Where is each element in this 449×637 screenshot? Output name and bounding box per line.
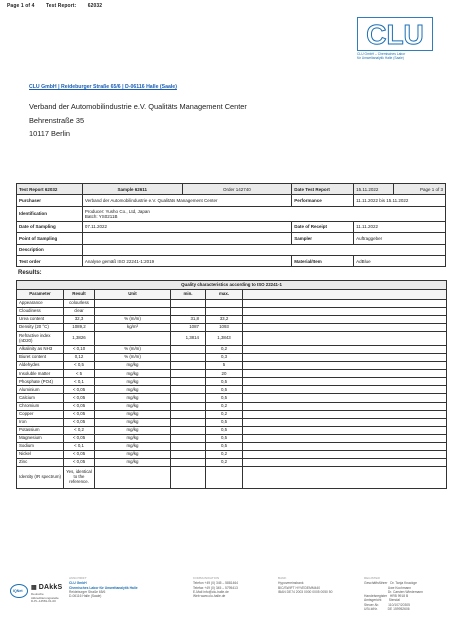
footer-heading: ANSCHRIFT [69, 576, 87, 580]
results-table [16, 280, 447, 489]
result-value: < 0,05 [64, 394, 95, 402]
footer-line: D-06116 Halle (Saale) [69, 594, 102, 599]
result-max: 1093 [206, 324, 243, 332]
result-value: < 0,10 [64, 346, 95, 354]
result-parameter: Nickel [17, 450, 64, 458]
result-max: 33,2 [206, 316, 243, 324]
result-row [17, 410, 447, 418]
result-parameter: Zinc [17, 458, 64, 466]
result-unit: % (m/m) [95, 354, 171, 362]
result-unit: mg/kg [95, 434, 171, 442]
result-min [171, 402, 206, 410]
footer-line[interactable]: Web www.clu-halle.de [193, 594, 226, 599]
clu-logo [357, 17, 437, 60]
result-blank [243, 316, 447, 324]
result-parameter: Chromium [17, 402, 64, 410]
result-parameter: Aldehydes [17, 362, 64, 370]
test-report-cell: Test Report 62032 [17, 184, 83, 195]
result-row [17, 458, 447, 466]
dakks-line: Deutsche [31, 591, 44, 596]
result-row [17, 442, 447, 450]
purchaser-label: Purchaser [17, 195, 83, 206]
footer-line: Handelsregister HRB 9918 B [364, 594, 409, 599]
result-unit: mg/kg [95, 410, 171, 418]
result-min [171, 410, 206, 418]
info-row-purchaser [17, 195, 446, 206]
result-min: 31,8 [171, 316, 206, 324]
footer-register [364, 577, 423, 611]
result-max: 0,5 [206, 394, 243, 402]
svg-text:CLU: CLU [366, 19, 424, 50]
footer-bank [278, 577, 332, 594]
dakks-badge [31, 584, 62, 604]
result-value: < 5 [64, 370, 95, 378]
result-blank [243, 426, 447, 434]
result-blank [243, 308, 447, 316]
result-parameter: Refractive index (nD20) [17, 332, 64, 346]
footer-heading: KOMMUNIKATION [193, 576, 220, 580]
result-value: < 0,1 [64, 378, 95, 386]
sampler-value: Auftraggeber [354, 233, 446, 244]
result-blank [243, 434, 447, 442]
result-unit: mg/kg [95, 394, 171, 402]
result-max: 0,2 [206, 346, 243, 354]
dakks-line: D-PL-14581-01-00 [31, 599, 56, 604]
result-blank [243, 324, 447, 332]
result-max: 5 [206, 362, 243, 370]
dakks-line: Akkreditierungsstelle [31, 595, 59, 600]
recipient-city: 10117 Berlin [29, 129, 70, 138]
result-value: 0,12 [64, 354, 95, 362]
result-parameter: Calcium [17, 394, 64, 402]
receipt-date-label: Date of Receipt [292, 221, 354, 232]
result-unit: mg/kg [95, 418, 171, 426]
result-unit: mg/kg [95, 426, 171, 434]
result-parameter: Density (20 °C) [17, 324, 64, 332]
footer-line: Amtsgericht Stendal [364, 598, 400, 603]
result-blank [243, 378, 447, 386]
footer-line: Steuer-Nr. 110/107/20305 [364, 602, 410, 607]
identification-value [82, 206, 445, 221]
result-unit [95, 466, 171, 488]
result-max [206, 466, 243, 488]
result-unit: mg/kg [95, 362, 171, 370]
result-value: < 0,1 [64, 442, 95, 450]
column-header: Parameter [17, 290, 64, 300]
sender-line[interactable]: CLU GmbH | Reideburger Straße 65/6 | D-06116 Halle (Saale) [29, 84, 177, 90]
result-unit: mg/kg [95, 442, 171, 450]
result-value: Yes, identical to the reference. [64, 466, 95, 488]
results-caption-row [17, 281, 447, 290]
report-info-table [16, 183, 446, 267]
result-value: < 0,05 [64, 434, 95, 442]
results-header-row [17, 290, 447, 300]
page-label: Page 1 of 4 [7, 3, 35, 9]
result-value: < 0,05 [64, 418, 95, 426]
result-row [17, 394, 447, 402]
dakks-title: ▦ DAkkS [31, 584, 62, 593]
result-value: < 0,2 [64, 426, 95, 434]
result-row [17, 370, 447, 378]
sample-cell: Sample 62611 [82, 184, 182, 195]
footer-contact [193, 577, 238, 598]
batch-text: Batch: YS0211B [84, 213, 118, 219]
result-unit: kg/m³ [95, 324, 171, 332]
column-header-empty [243, 290, 447, 300]
result-max: 0,5 [206, 426, 243, 434]
material-label: Material/Item [292, 255, 354, 266]
column-header: Unit [95, 290, 171, 300]
test-report-label: Test Report: [46, 3, 77, 9]
result-parameter: Insoluble matter [17, 370, 64, 378]
material-value: AdBlue [354, 255, 446, 266]
results-caption: Quality characteristics according to ISO 22241-1 [17, 281, 447, 290]
footer-line: Telefax +49 (0) 345 – 5795413 [193, 585, 238, 590]
result-min [171, 418, 206, 426]
result-max: 0,5 [206, 442, 243, 450]
result-max: 0,3 [206, 354, 243, 362]
result-blank [243, 370, 447, 378]
logo-line: CLU GmbH – Chemisches Labor [357, 52, 406, 56]
date-test-label: Date Test Report [292, 184, 354, 195]
result-row [17, 354, 447, 362]
sampling-date-value: 07.11.2022 [82, 221, 291, 232]
footer-line: IBAN DE74 2003 0000 0005 0050 50 [278, 589, 333, 594]
logo-caption [357, 52, 437, 60]
result-min: 1087 [171, 324, 206, 332]
result-blank [243, 346, 447, 354]
result-value: 1089,2 [64, 324, 95, 332]
sampling-point-label: Point of Sampling [17, 233, 83, 244]
result-blank [243, 418, 447, 426]
result-parameter: Urea content [17, 316, 64, 324]
result-unit: mg/kg [95, 450, 171, 458]
result-min [171, 378, 206, 386]
result-max: 0,2 [206, 410, 243, 418]
result-blank [243, 394, 447, 402]
info-row-description [17, 244, 446, 255]
result-value: clear [64, 308, 95, 316]
page-cell: Page 1 of 3 [394, 184, 446, 195]
result-row [17, 308, 447, 316]
result-blank [243, 354, 447, 362]
info-row-sampling [17, 221, 446, 232]
info-row-report [17, 184, 446, 195]
result-value: colourless [64, 300, 95, 308]
result-unit [95, 332, 171, 346]
result-blank [243, 442, 447, 450]
results-heading: Results: [18, 270, 42, 276]
result-unit [95, 308, 171, 316]
result-blank [243, 300, 447, 308]
footer-heading: BANK [278, 576, 287, 580]
clu-logo-mark [357, 17, 433, 51]
result-max: 1,3843 [206, 332, 243, 346]
result-max [206, 300, 243, 308]
page-header [7, 3, 112, 9]
result-parameter: Aluminium [17, 386, 64, 394]
result-min [171, 354, 206, 362]
result-blank [243, 402, 447, 410]
result-unit [95, 300, 171, 308]
result-min [171, 458, 206, 466]
result-min [171, 434, 206, 442]
result-min [171, 370, 206, 378]
result-blank [243, 450, 447, 458]
footer-line: BIC/SWIFT HYVEDEMM440 [278, 585, 321, 590]
test-order-value: Analyse gemäß ISO 22241-1:2019 [82, 255, 291, 266]
description-label: Description [17, 244, 83, 255]
result-blank [243, 466, 447, 488]
result-unit: % (m/m) [95, 346, 171, 354]
result-row [17, 434, 447, 442]
description-value [82, 244, 445, 255]
result-row [17, 332, 447, 346]
result-row [17, 316, 447, 324]
result-max: 0,2 [206, 458, 243, 466]
recipient-address [29, 100, 247, 141]
result-row [17, 378, 447, 386]
footer-line: Telefon +49 (0) 345 – 5881464 [193, 581, 239, 586]
recipient-street: Behrenstraße 35 [29, 115, 85, 125]
date-test-value: 15.11.2022 [354, 184, 394, 195]
result-value: < 0,5 [64, 362, 95, 370]
performance-label: Performance [292, 195, 354, 206]
result-value: < 0,05 [64, 402, 95, 410]
iqnet-badge [10, 584, 28, 598]
result-parameter: Cloudiness [17, 308, 64, 316]
info-row-order [17, 255, 446, 266]
result-parameter: Magnesium [17, 434, 64, 442]
result-blank [243, 386, 447, 394]
result-blank [243, 458, 447, 466]
result-blank [243, 410, 447, 418]
test-report-number: 62032 [87, 3, 103, 9]
result-value: < 0,05 [64, 410, 95, 418]
purchaser-value: Verband der Automobilindustrie e.V. Qualitäts Management Center [82, 195, 291, 206]
result-unit: mg/kg [95, 402, 171, 410]
result-parameter: Alkalinity as NH3 [17, 346, 64, 354]
sampler-label: Sampler [292, 233, 354, 244]
info-row-identification [17, 206, 446, 221]
footer-line: Hypovereinsbank [278, 581, 304, 586]
result-unit: mg/kg [95, 370, 171, 378]
footer-address [69, 577, 138, 598]
result-parameter: Phosphate (PO4) [17, 378, 64, 386]
column-header: Result [64, 290, 95, 300]
result-row [17, 362, 447, 370]
result-max: 0,5 [206, 434, 243, 442]
result-row [17, 466, 447, 488]
performance-value: 11.11.2022 bis 15.11.2022 [354, 195, 446, 206]
result-unit: mg/kg [95, 386, 171, 394]
result-blank [243, 332, 447, 346]
footer-line: Reideburger Straße 65/6 [69, 589, 106, 594]
result-row [17, 450, 447, 458]
result-parameter: Potassium [17, 426, 64, 434]
result-max: 0,5 [206, 386, 243, 394]
sampling-date-label: Date of Sampling [17, 221, 83, 232]
footer-line: USt-IdNr. DE 159952606 [364, 606, 410, 611]
column-header: min. [171, 290, 206, 300]
result-parameter: Identity (IR spectrum) [17, 466, 64, 488]
result-row [17, 418, 447, 426]
result-min [171, 346, 206, 354]
recipient-name: Verband der Automobilindustrie e.V. Qualitäts Management Center [29, 102, 247, 111]
result-value: < 0,05 [64, 386, 95, 394]
result-min [171, 362, 206, 370]
result-unit: mg/kg [95, 458, 171, 466]
result-max [206, 308, 243, 316]
result-parameter: Sodium [17, 442, 64, 450]
footer-heading: REGISTER [364, 576, 380, 580]
result-max: 0,2 [206, 402, 243, 410]
result-parameter: Copper [17, 410, 64, 418]
receipt-date-value: 11.11.2022 [354, 221, 446, 232]
result-unit: mg/kg [95, 378, 171, 386]
result-parameter: Appearance [17, 300, 64, 308]
result-max: 20 [206, 370, 243, 378]
result-value: 1,3826 [64, 332, 95, 346]
result-value: < 0,05 [64, 458, 95, 466]
result-blank [243, 362, 447, 370]
result-row [17, 426, 447, 434]
result-min [171, 426, 206, 434]
result-parameter: Biuret content [17, 354, 64, 362]
result-min [171, 386, 206, 394]
footer-line: Chemisches Labor für Umweltanalytik Halle [69, 585, 138, 590]
footer [10, 577, 442, 633]
identification-label: Identification [17, 206, 83, 221]
result-row [17, 402, 447, 410]
info-row-point [17, 233, 446, 244]
result-row [17, 346, 447, 354]
result-unit: % (m/m) [95, 316, 171, 324]
sampling-point-value [82, 233, 291, 244]
order-cell: Order 142740 [182, 184, 292, 195]
result-row [17, 324, 447, 332]
footer-line: CLU GmbH [69, 581, 87, 586]
result-value: 32,3 [64, 316, 95, 324]
producer-text: Producer: Yusho Co., Ltd, Japan [84, 208, 150, 214]
result-row [17, 300, 447, 308]
footer-line[interactable]: E-Mail info@clu-halle.de [193, 589, 229, 594]
result-min [171, 394, 206, 402]
footer-line: Geschäftsführer Dr. Tanja Knackge [364, 581, 417, 586]
footer-line: Uwe Kochmann [364, 585, 412, 590]
result-max: 0,5 [206, 378, 243, 386]
result-row [17, 386, 447, 394]
result-parameter: Iron [17, 418, 64, 426]
result-min [171, 308, 206, 316]
result-min: 1,3814 [171, 332, 206, 346]
result-min [171, 450, 206, 458]
result-min [171, 466, 206, 488]
result-value: < 0,05 [64, 450, 95, 458]
logo-line: für Umweltanalytik Halle (Saale) [357, 56, 404, 61]
column-header: max. [206, 290, 243, 300]
result-max: 0,2 [206, 450, 243, 458]
result-min [171, 300, 206, 308]
iqnet-text: IQNet [13, 589, 23, 593]
result-min [171, 442, 206, 450]
test-order-label: Test order [17, 255, 83, 266]
footer-line: Dr. Carsten Wiedemann [364, 589, 423, 594]
result-max: 0,5 [206, 418, 243, 426]
